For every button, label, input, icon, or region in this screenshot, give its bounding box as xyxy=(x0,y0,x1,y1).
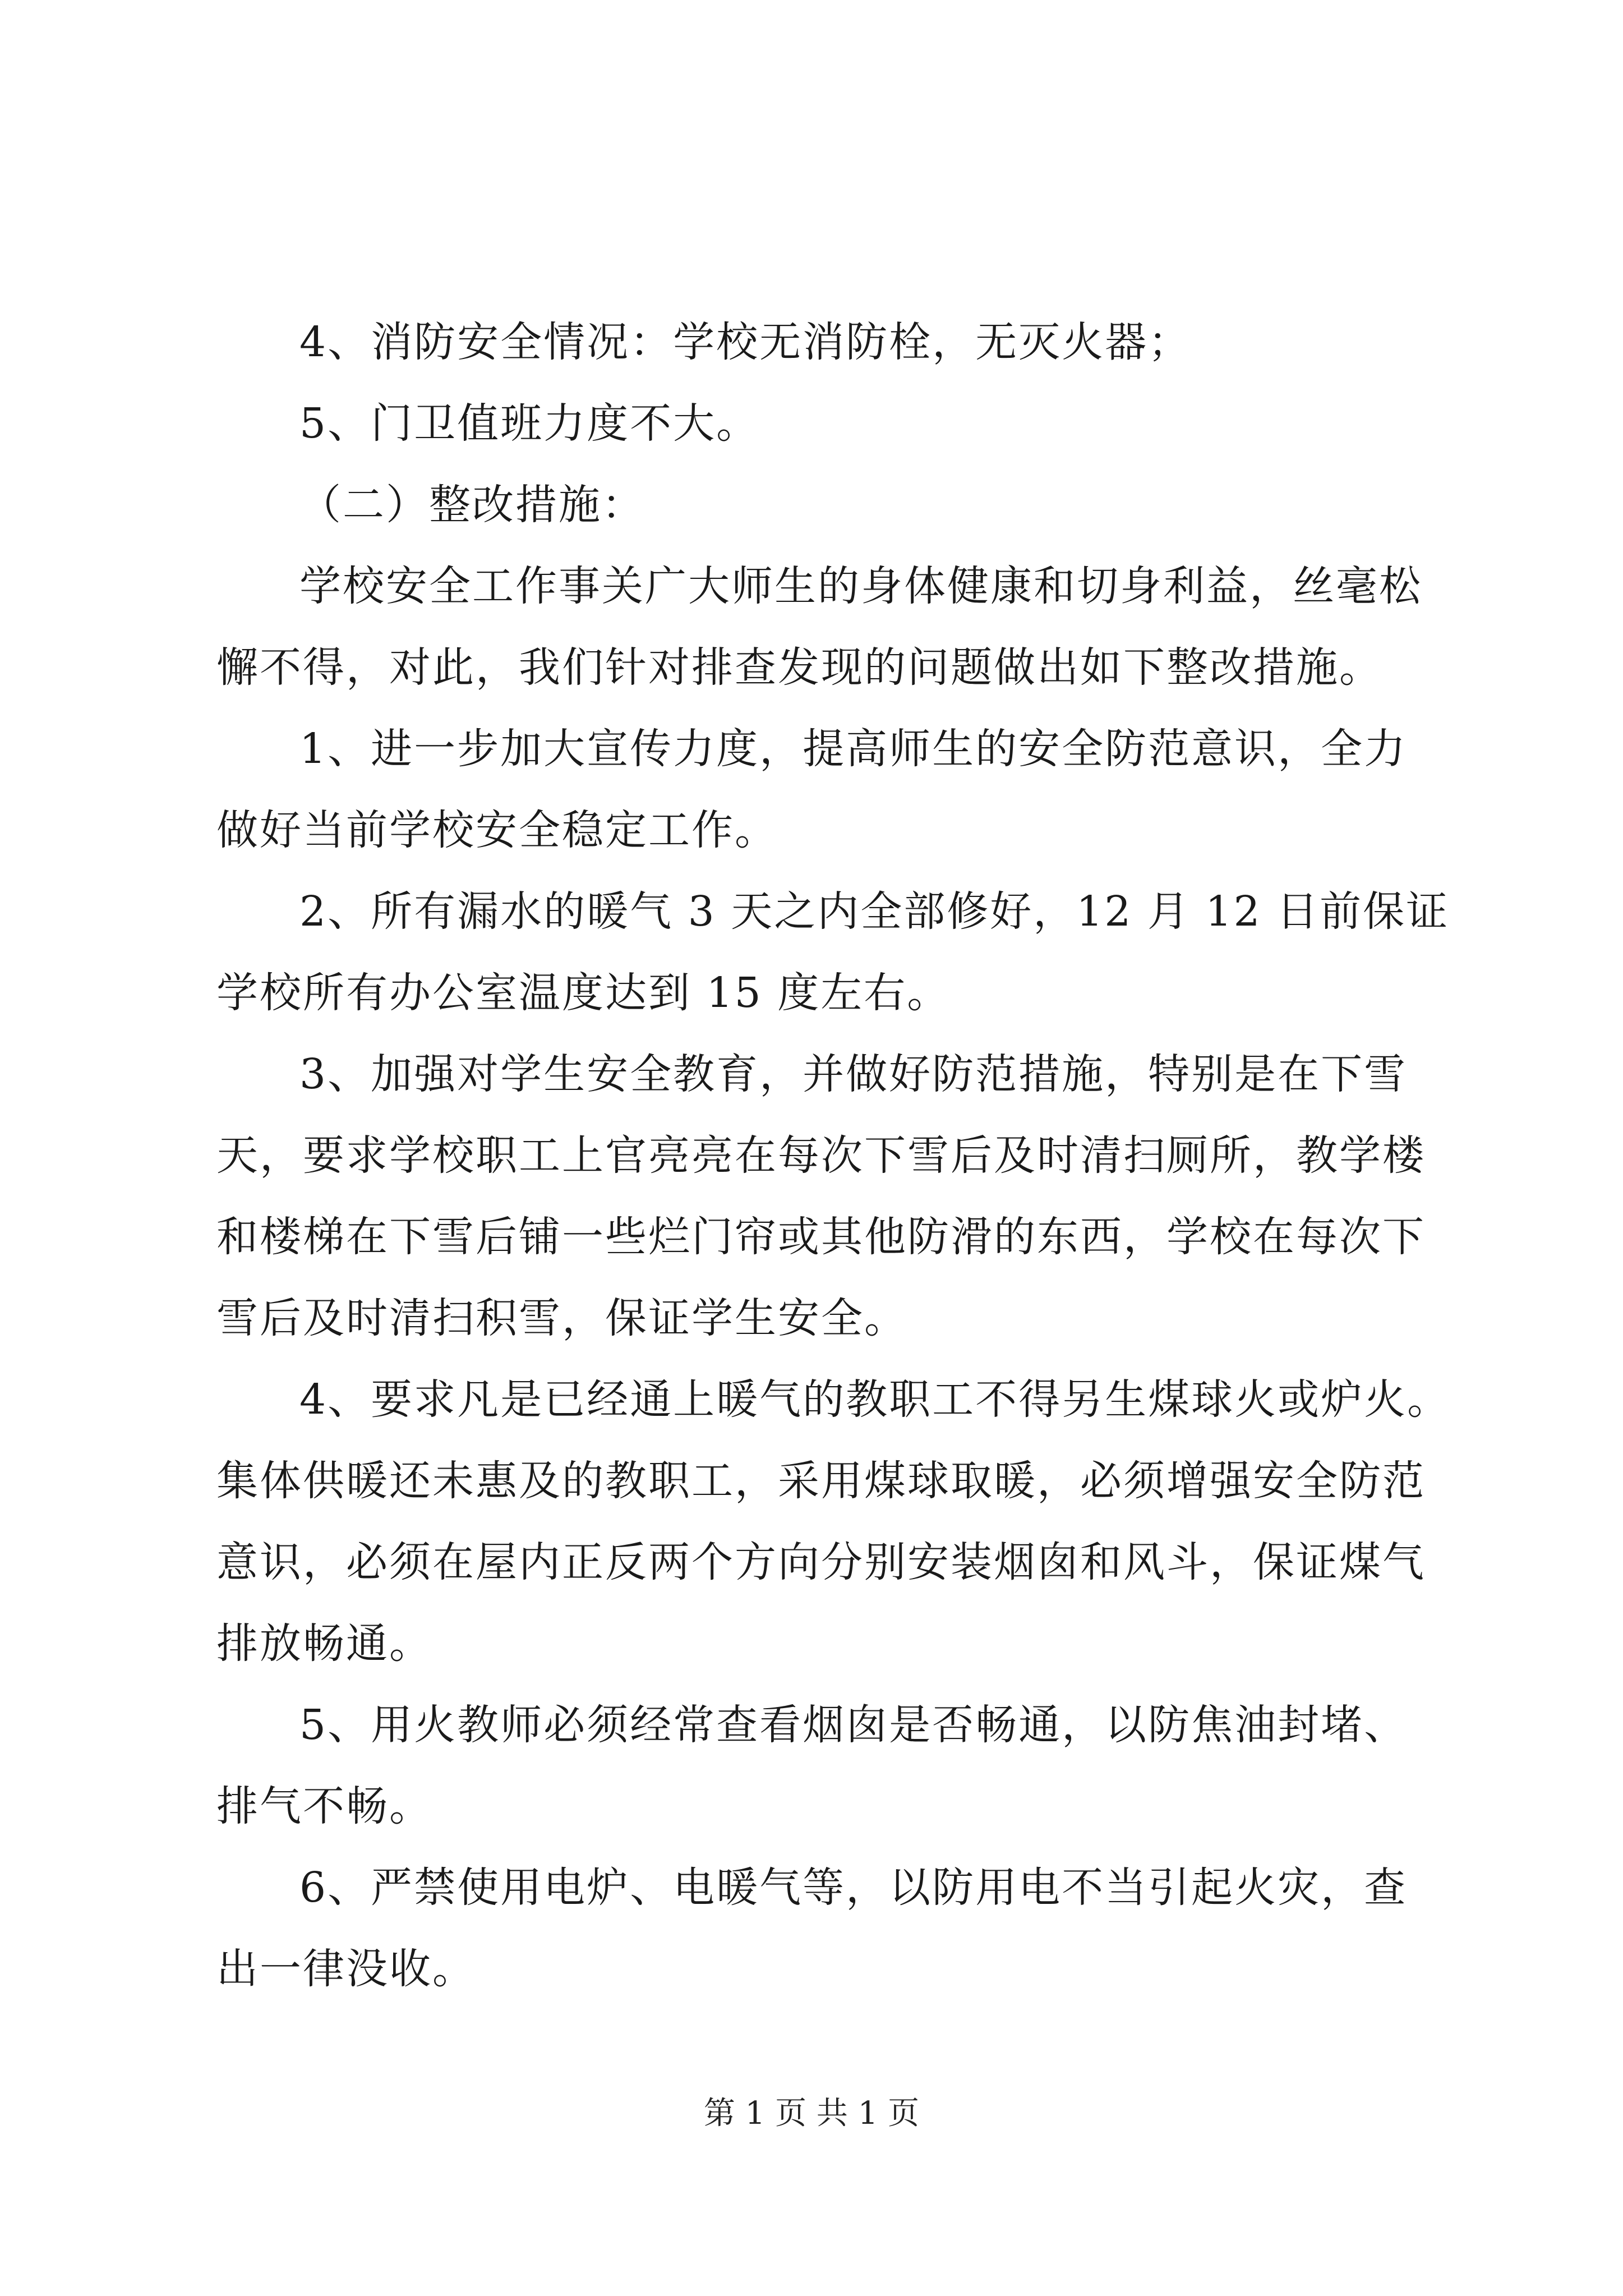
text-line: 集体供暖还未惠及的教职工，采用煤球取暖，必须增强安全防范 xyxy=(216,1457,1426,1505)
text-line: 天，要求学校职工上官亮亮在每次下雪后及时清扫厕所，教学楼 xyxy=(216,1131,1426,1180)
text-line: 做好当前学校安全稳定工作。 xyxy=(216,806,778,854)
text-line: 雪后及时清扫积雪，保证学生安全。 xyxy=(216,1294,907,1342)
text-line: 懈不得，对此，我们针对排查发现的问题做出如下整改措施。 xyxy=(216,643,1382,692)
text-line: 4、要求凡是已经通上暖气的教职工不得另生煤球火或炉火。 xyxy=(299,1375,1451,1424)
text-line: 意识，必须在屋内正反两个方向分别安装烟囱和风斗，保证煤气 xyxy=(216,1538,1426,1586)
text-line: 6、严禁使用电炉、电暖气等，以防用电不当引起火灾，查 xyxy=(299,1864,1408,1912)
section-heading: （二）整改措施： xyxy=(299,481,645,529)
text-line: 5、门卫值班力度不大。 xyxy=(299,399,760,448)
text-line: 2、所有漏水的暖气 3 天之内全部修好，12 月 12 日前保证 xyxy=(299,887,1450,936)
page-number-footer: 第 1 页 共 1 页 xyxy=(703,2095,920,2132)
text-line: 5、用火教师必须经常查看烟囱是否畅通，以防焦油封堵、 xyxy=(299,1701,1408,1749)
text-line: 学校所有办公室温度达到 15 度左右。 xyxy=(216,969,951,1017)
text-line: 排放畅通。 xyxy=(216,1619,432,1668)
text-line: 1、进一步加大宣传力度，提高师生的安全防范意识，全力 xyxy=(299,725,1408,773)
text-line: 3、加强对学生安全教育，并做好防范措施，特别是在下雪 xyxy=(299,1050,1408,1098)
text-line: 学校安全工作事关广大师生的身体健康和切身利益，丝毫松 xyxy=(299,562,1422,610)
text-line: 排气不畅。 xyxy=(216,1782,432,1830)
text-line: 出一律没收。 xyxy=(216,1945,476,1993)
text-line: 4、消防安全情况：学校无消防栓，无灭火器； xyxy=(299,318,1192,366)
text-line: 和楼梯在下雪后铺一些烂门帘或其他防滑的东西，学校在每次下 xyxy=(216,1213,1426,1261)
